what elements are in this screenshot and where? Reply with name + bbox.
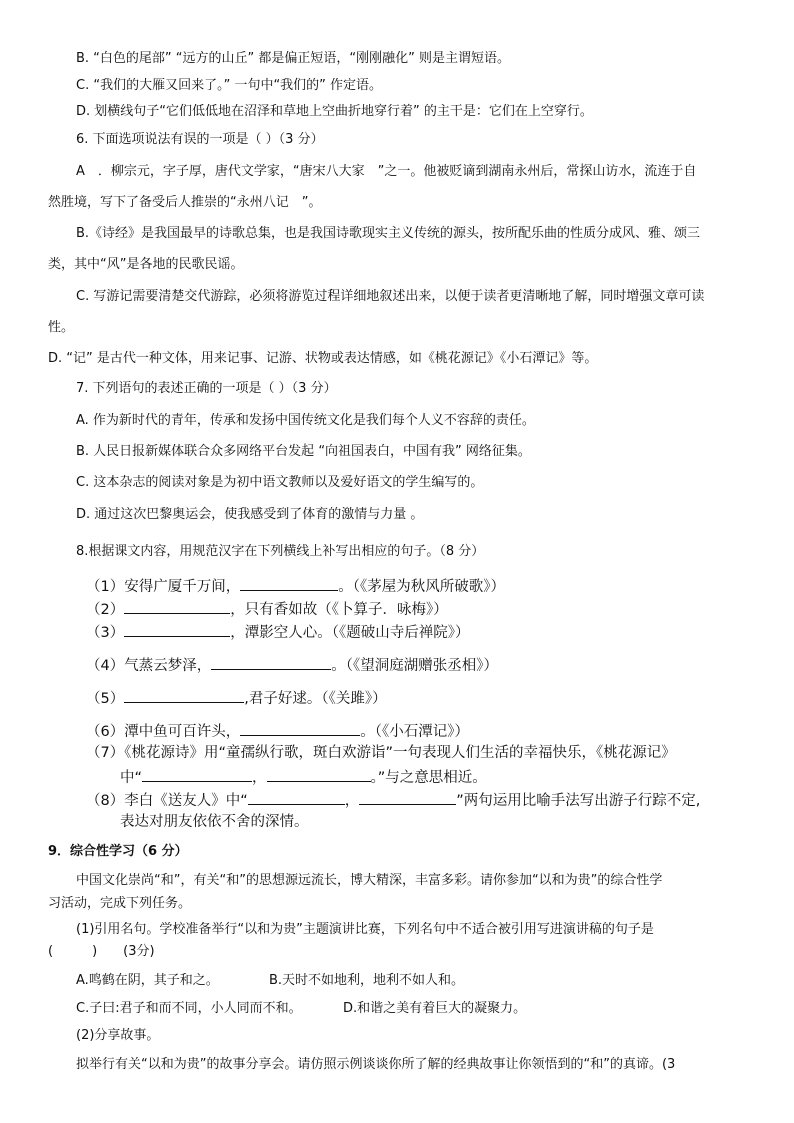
answer-blank[interactable] [248,789,345,805]
q5-option-b: B. “白色的尾部” “远方的山丘” 都是偏正短语，“刚刚融化” 则是主谓短语。 [76,51,510,66]
q8-item-4 [86,654,498,676]
answer-blank[interactable] [240,720,360,736]
q8-item-5-text-a: （5） [86,691,125,707]
q7-stem: 7. 下列语句的表述正确的一项是（ ）（3 分） [76,381,337,396]
q5-option-d: D. 划横线句子“它们低低地在沼泽和草地上空曲折地穿行着” 的主干是：它们在上空穿行。 [76,104,593,119]
q6-option-a-line2: 然胜境，写下了备受后人推崇的“永州八记 ”。 [48,195,322,210]
answer-blank[interactable] [240,575,338,591]
q8-item-7-text-a: 中“ [120,770,143,786]
q8-item-8-line1 [86,789,700,811]
q8-item-1-text-a: （1）安得广厦千万间， [86,579,241,595]
q8-item-4-text-a: （4）气蒸云梦泽， [86,658,212,674]
q7-option-b: B. 人民日报新媒体联合众多网络平台发起 “向祖国表白，中国有我” 网络征集。 [76,444,531,459]
q8-item-7-text-c: 。”与之意思相近。 [370,770,487,786]
q8-item-8-line2: 表达对朋友依依不舍的深情。 [120,814,309,830]
q6-option-c-line2: 性。 [48,320,75,335]
q8-item-6-text-b: 。（《小石潭记》） [360,724,469,740]
q9-sub2-text: 拟举行有关“以和为贵”的故事分享会。请仿照示例谈谈你所了解的经典故事让你领悟到的“和”的真谛。(3 [76,1057,676,1072]
q8-item-7-text-b: ， [252,770,267,786]
q9-title: 9．综合性学习（6 分） [48,844,188,859]
q9-intro-line2: 习活动，完成下列任务。 [48,896,192,911]
answer-blank[interactable] [124,687,244,703]
q7-option-c: C. 这本杂志的阅读对象是为初中语文教师以及爱好语文的学生编写的。 [76,475,484,490]
answer-blank[interactable] [267,766,371,782]
q8-item-6-text-a: （6）潭中鱼可百许头， [86,724,241,740]
q8-item-3-text-a: （3） [86,625,125,641]
q8-item-3 [86,621,469,643]
q8-item-1 [86,575,505,597]
q9-option-c: C.子曰:君子和而不同，小人同而不和。 [76,1001,302,1016]
q9-sub1-line2: ( ) (3分) [48,944,155,959]
q8-stem: 8.根据课文内容，用规范汉字在下列横线上补写出相应的句子。（8 分） [76,544,485,559]
q8-item-2-text-b: ，只有香如故（《卜算子．咏梅》） [230,602,448,618]
q8-item-1-text-b: 。（《茅屋为秋风所破歌》） [338,579,505,595]
q9-option-b: B.天时不如地利，地利不如人和。 [269,973,465,988]
q8-item-3-text-b: ，潭影空人心。（《题破山寺后禅院》） [230,625,470,641]
q8-item-8-text-a: （8）李白《送友人》中“ [86,793,248,809]
q8-item-5 [86,687,387,709]
q8-item-8-text-c: ”两句运用比喻手法写出游子行踪不定, [456,793,701,809]
q9-option-d: D.和谐之美有着巨大的凝聚力。 [343,1001,527,1016]
q6-stem: 6. 下面选项说法有误的一项是（ ）（3 分） [76,132,324,147]
answer-blank[interactable] [124,598,230,614]
answer-blank[interactable] [142,766,252,782]
q8-item-2 [86,598,448,620]
q8-item-6 [86,720,469,742]
q8-item-2-text-a: （2） [86,602,125,618]
q6-option-b-line1: B.《诗经》是我国最早的诗歌总集，也是我国诗歌现实主义传统的源头，按所配乐曲的性质分成风、雅、颂三 [76,226,701,241]
q8-item-4-text-b: 。（《望洞庭湖赠张丞相》） [331,658,498,674]
q8-item-5-text-b: ,君子好逑。（《关雎》） [244,691,387,707]
q9-sub1-line1: (1)引用名句。学校准备举行“以和为贵”主题演讲比赛，下列名句中不适合被引用写进演讲稿的句子是 [76,922,654,937]
q7-option-a: A. 作为新时代的青年，传承和发扬中国传统文化是我们每个人义不容辞的责任。 [76,413,535,428]
q6-option-d: D. “记” 是古代一种文体，用来记事、记游、状物或表达情感，如《桃花源记》《小石潭记》等。 [48,351,598,366]
answer-blank[interactable] [359,789,456,805]
q7-option-d: D. 通过这次巴黎奥运会，使我感受到了体育的激情与力量 。 [76,507,424,522]
answer-blank[interactable] [211,654,331,670]
q9-intro-line1: 中国文化崇尚“和”，有关“和”的思想源远流长，博大精深，丰富多彩。请你参加“以和为贵”的综合性学 [76,873,663,888]
q9-sub2-title: (2)分享故事。 [76,1028,160,1043]
q6-option-c-line1: C. 写游记需要清楚交代游踪，必须将游览过程详细地叙述出来，以便于读者更清晰地了解，同时增强文章可读 [76,289,705,304]
q9-option-a: A.鸣鹤在阴，其子和之。 [76,973,219,988]
q5-option-c: C. “我们的大雁又回来了。” 一句中“我们的” 作定语。 [76,78,383,93]
q6-option-b-line2: 类，其中“风”是各地的民歌民谣。 [48,257,244,272]
q8-item-7-line1: （7）《桃花源诗》用“童孺纵行歌，斑白欢游诣”一句表现人们生活的幸福快乐，《桃花源记》 [86,745,676,761]
q8-item-7-line2 [120,766,487,788]
q8-item-8-text-b: ， [344,793,360,809]
answer-blank[interactable] [124,621,230,637]
q6-option-a-line1: A ．柳宗元，字子厚，唐代文学家，“唐宋八大家 ”之一。他被贬谪到湖南永州后，常探山访水，流连于自 [76,164,697,179]
